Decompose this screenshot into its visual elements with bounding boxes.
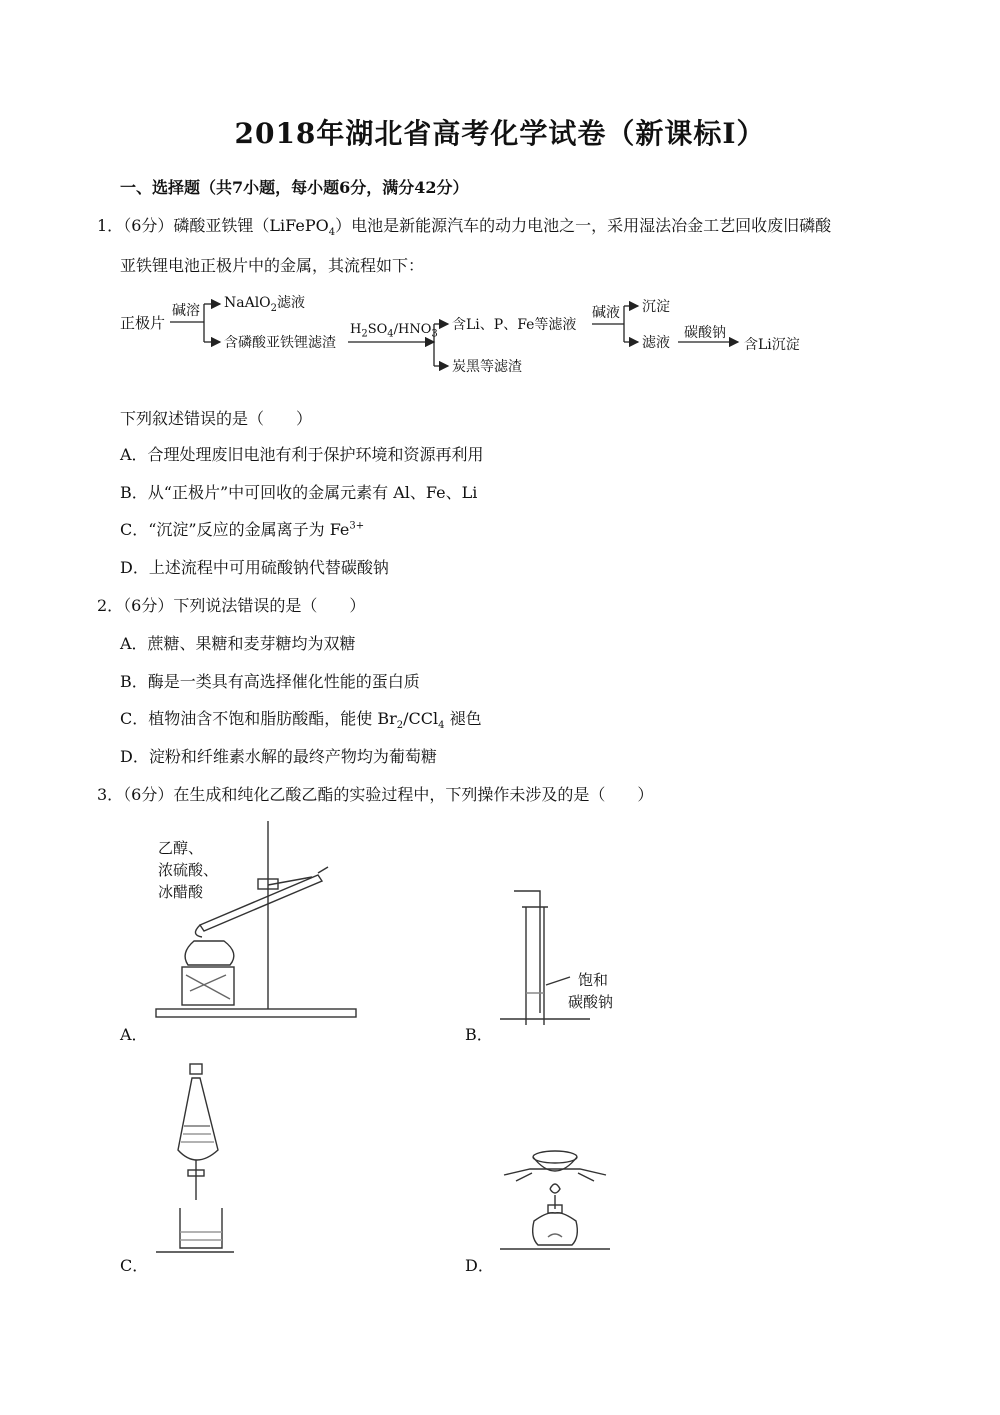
q1-option-b: B．从“正极片”中可回收的金属元素有 Al、Fe、Li [120, 483, 478, 502]
figure-b-label1: 饱和 [578, 971, 609, 989]
q2-option-d: D．淀粉和纤维素水解的最终产物均为葡萄糖 [120, 747, 437, 766]
flow-naalo2: NaAlO$_2$滤液 [224, 295, 306, 314]
flow-acid: $H_2SO_4/HNO_3$ [350, 322, 438, 340]
q2-option-c: C．植物油含不饱和脂肪酸酯，能使 $Br_2/CCl_4$ 褪色 [120, 709, 482, 732]
flow-start: 正极片 [120, 314, 166, 332]
q1-stem-a: 磷酸亚铁锂（LiFePO [173, 216, 329, 235]
q2-option-b: B．酶是一类具有高选择催化性能的蛋白质 [120, 672, 420, 691]
figure-b-label2: 碳酸钠 [568, 993, 614, 1011]
figure-d-evaporating-dish [500, 1145, 610, 1260]
q1-flow-diagram [118, 290, 818, 380]
section-heading: 一、选择题（共7小题，每小题6分，满分42分） [120, 178, 469, 197]
q1-stem-b: ）电池是新能源汽车的动力电池之一，采用湿法冶金工艺回收废旧磷酸 [335, 216, 832, 235]
figure-d-option: D． [465, 1256, 494, 1275]
figure-a-label3: 冰醋酸 [158, 883, 204, 901]
page-title: 2018年湖北省高考化学试卷（新课标Ⅰ） [234, 117, 766, 150]
flow-filter-residue: 含磷酸亚铁锂滤渣 [224, 335, 336, 351]
figure-c-drawing [150, 1060, 250, 1260]
q1-question: 下列叙述错误的是（ ） [120, 409, 313, 428]
q1-stem-sub: 4 [328, 227, 336, 239]
figure-c-option: C． [120, 1256, 149, 1275]
figure-a-option: A． [120, 1025, 148, 1044]
figure-b-option: B． [465, 1025, 493, 1044]
flow-filtrate2: 滤液 [642, 335, 670, 351]
q1-stem [97, 213, 831, 238]
flow-alkali: 碱溶 [172, 303, 200, 319]
q1-option-a: A．合理处理废旧电池有利于保护环境和资源再利用 [120, 445, 484, 464]
q2-option-a: A．蔗糖、果糖和麦芽糖均为双糖 [120, 634, 356, 653]
flow-filtrate: 含Li、P、Fe等滤液 [452, 317, 577, 333]
q1-score: （6分） [123, 216, 174, 235]
figure-b-test-tube [500, 885, 640, 1025]
flow-alkali-liquid: 碱液 [592, 305, 620, 321]
q1-stem-line2: 亚铁锂电池正极片中的金属，其流程如下： [120, 256, 425, 275]
q2-stem: 2．（6分）下列说法错误的是（ ） [97, 596, 366, 615]
flow-precipitate: 沉淀 [642, 299, 670, 315]
flow-carbon: 炭黑等滤渣 [452, 359, 522, 375]
q1-option-c: C．“沉淀”反应的金属离子为 $Fe^{3+}$ [120, 520, 365, 539]
figure-c-separatory-funnel [150, 1060, 250, 1260]
figure-a-heating-apparatus [150, 815, 360, 1025]
figure-a-label1: 乙醇、 [158, 839, 204, 857]
figure-d-drawing [500, 1145, 610, 1260]
q1-number: 1． [97, 216, 124, 235]
q3-stem: 3．（6分）在生成和纯化乙酸乙酯的实验过程中，下列操作未涉及的是（ ） [97, 785, 654, 804]
flow-na2co3: 碳酸钠 [684, 325, 726, 341]
flow-li-precip: 含Li沉淀 [744, 337, 800, 353]
q1-option-d: D．上述流程中可用硫酸钠代替碳酸钠 [120, 558, 389, 577]
figure-a-label2: 浓硫酸、 [158, 861, 219, 879]
